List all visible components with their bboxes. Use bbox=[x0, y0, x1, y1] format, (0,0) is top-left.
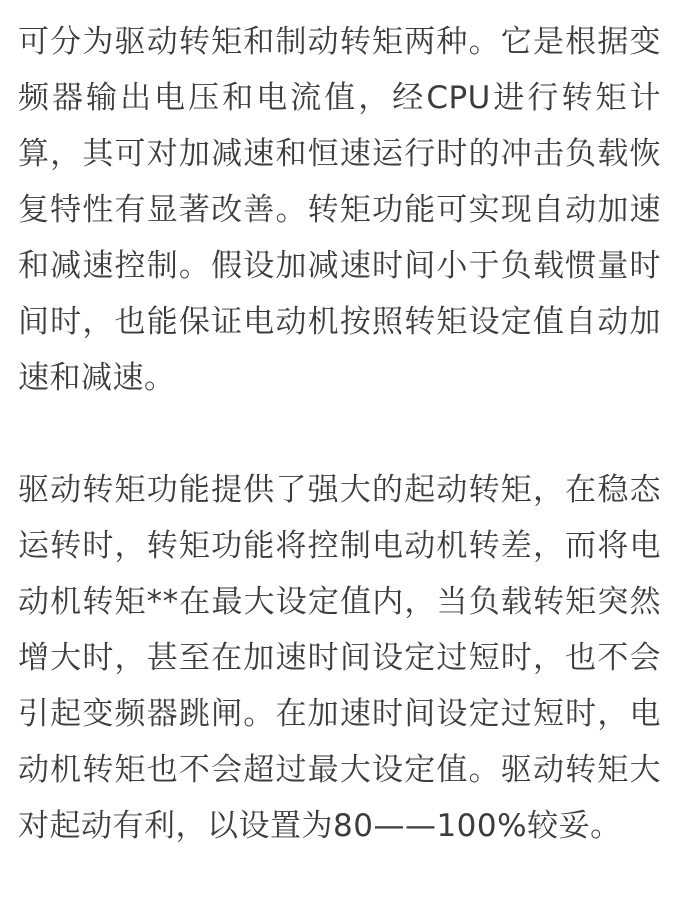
paragraph-2: 驱动转矩功能提供了强大的起动转矩，在稳态运转时，转矩功能将控制电动机转差，而将电动机转矩**在最大设定值内，当负载转矩突然增大时，甚至在加速时间设定过短时，也不会引起变频器跳闸。在加速时间设定过短时，电动机转矩也不会超过最大设定值。驱动转矩大对起动有利，以设置为80——100%较妥。 bbox=[18, 472, 661, 844]
paragraph-1: 可分为驱动转矩和制动转矩两种。它是根据变频器输出电压和电流值，经CPU进行转矩计算，其可对加减速和恒速运行时的冲击负载恢复特性有显著改善。转矩功能可实现自动加速和减速控制。假设加减速时间小于负载惯量时间时，也能保证电动机按照转矩设定值自动加速和减速。 bbox=[18, 24, 661, 396]
